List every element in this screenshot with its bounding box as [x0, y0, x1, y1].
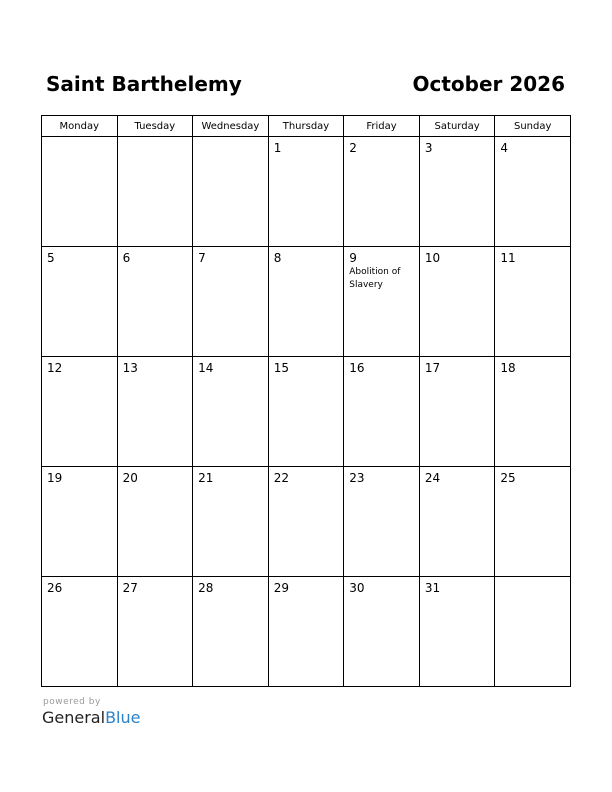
day-cell [495, 357, 571, 467]
day-cell [117, 467, 193, 577]
day-number: 31 [424, 581, 441, 595]
day-number [42, 137, 117, 141]
day-number: 10 [424, 251, 441, 265]
day-number: 21 [198, 471, 214, 485]
day-cell [42, 357, 118, 467]
day-number: 5 [47, 251, 55, 265]
day-cell [344, 357, 420, 467]
day-cell [344, 467, 420, 577]
day-number: 4 [500, 141, 509, 155]
holiday-label: Abolition of Slavery [349, 267, 401, 290]
day-number: 18 [500, 361, 516, 375]
day-number: 13 [122, 361, 138, 375]
day-cell [495, 467, 571, 577]
day-cell [268, 357, 344, 467]
day-cell [419, 357, 495, 467]
day-number: 30 [349, 581, 365, 595]
week-row [42, 137, 571, 247]
day-cell [495, 137, 571, 247]
day-number: 19 [47, 471, 63, 485]
day-cell [419, 577, 495, 687]
day-number: 3 [424, 141, 433, 155]
day-number: 14 [198, 361, 214, 375]
day-cell [344, 247, 420, 357]
day-cell [268, 467, 344, 577]
day-number: 8 [273, 251, 282, 265]
calendar-country-title: Saint Barthelemy [46, 72, 242, 96]
day-number: 29 [273, 581, 289, 595]
day-cell [193, 577, 269, 687]
calendar-month-title: October 2026 [412, 72, 565, 96]
day-number: 28 [198, 581, 214, 595]
day-number: 22 [273, 471, 289, 485]
powered-by-label: powered by [43, 697, 101, 707]
day-number [495, 577, 570, 581]
day-cell [495, 577, 571, 687]
day-number: 24 [424, 471, 441, 485]
logo-general-text: General [42, 708, 106, 727]
week-row [42, 357, 571, 467]
weekday-header: Tuesday [117, 116, 193, 137]
day-cell [42, 577, 118, 687]
day-number: 16 [349, 361, 365, 375]
day-cell [344, 577, 420, 687]
day-number: 15 [273, 361, 289, 375]
weekday-header: Saturday [419, 116, 495, 137]
day-cell [268, 247, 344, 357]
day-cell [268, 577, 344, 687]
weekday-header: Friday [344, 116, 420, 137]
day-cell [193, 247, 269, 357]
day-number: 1 [273, 141, 282, 155]
day-cell [268, 137, 344, 247]
day-cell [42, 247, 118, 357]
day-number: 12 [47, 361, 63, 375]
day-cell [42, 467, 118, 577]
calendar-grid [41, 115, 571, 687]
day-cell [344, 137, 420, 247]
day-cell [193, 467, 269, 577]
day-number: 11 [500, 251, 516, 265]
weekday-header: Thursday [268, 116, 344, 137]
week-row [42, 247, 571, 357]
day-number [118, 137, 193, 141]
generalblue-logo[interactable] [42, 708, 140, 728]
week-row [42, 467, 571, 577]
day-number: 17 [424, 361, 441, 375]
day-number: 6 [122, 251, 131, 265]
day-cell [117, 357, 193, 467]
logo-blue-text: Blue [105, 708, 141, 727]
day-cell [117, 137, 193, 247]
day-number: 7 [198, 251, 206, 265]
day-cell [193, 137, 269, 247]
day-number: 2 [349, 141, 357, 155]
weekday-header: Wednesday [193, 116, 269, 137]
day-number: 23 [349, 471, 365, 485]
day-number: 27 [122, 581, 138, 595]
day-number: 26 [47, 581, 63, 595]
day-number: 25 [500, 471, 516, 485]
day-number: 9 [349, 251, 357, 265]
day-cell [117, 247, 193, 357]
day-cell [419, 137, 495, 247]
day-cell [193, 357, 269, 467]
day-cell [42, 137, 118, 247]
day-cell [419, 247, 495, 357]
day-cell [419, 467, 495, 577]
day-number: 20 [122, 471, 138, 485]
weekday-header: Sunday [495, 116, 571, 137]
week-row [42, 577, 571, 687]
weekday-header-row [42, 116, 571, 137]
day-number [193, 137, 268, 141]
day-cell [495, 247, 571, 357]
weekday-header: Monday [42, 116, 118, 137]
day-cell [117, 577, 193, 687]
